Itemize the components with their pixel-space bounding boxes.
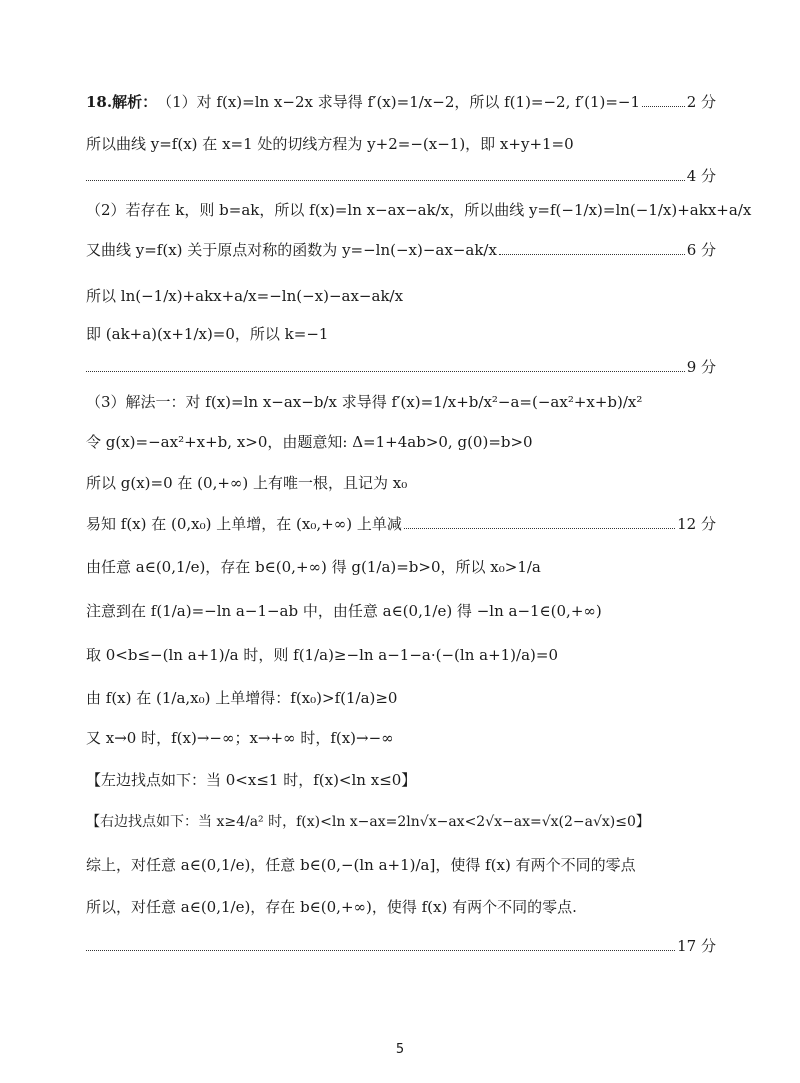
dot-leader xyxy=(499,242,685,255)
page-number: 5 xyxy=(395,1042,405,1057)
solution-line-7 xyxy=(86,324,716,344)
line-text: 注意到在 f(1/a)=−ln a−1−ab 中，由任意 a∈(0,1/e) 得 −ln a−1∈(0,+∞) xyxy=(86,602,602,620)
solution-line-12 xyxy=(86,514,716,534)
dot-leader xyxy=(404,516,675,529)
line-text: （1）对 f(x)=ln x−2x 求导得 f′(x)=1/x−2，所以 f(1)=−2, f′(1)=−1 xyxy=(157,93,641,111)
line-text: 又曲线 y=f(x) 关于原点对称的函数为 y=−ln(−x)−ax−ak/x xyxy=(86,241,497,259)
score-line-4 xyxy=(86,166,716,186)
line-text: 即 (ak+a)(x+1/x)=0，所以 k=−1 xyxy=(86,325,329,343)
score-mark: 17 分 xyxy=(677,937,716,955)
dot-leader xyxy=(86,168,685,181)
solution-line-20 xyxy=(86,855,716,875)
score-line-9 xyxy=(86,357,716,377)
solution-line-17 xyxy=(86,728,716,748)
line-text: 【右边找点如下：当 x≥4/a² 时，f(x)<ln x−ax=2ln√x−ax<2√x−ax=√x(2−a√x)≤0】 xyxy=(86,814,650,830)
line-text: （3）解法一：对 f(x)=ln x−ax−b/x 求导得 f′(x)=1/x+b/x²−a=(−ax²+x+b)/x² xyxy=(86,393,643,411)
solution-line-21 xyxy=(86,897,716,917)
line-text: （2）若存在 k，则 b=ak，所以 f(x)=ln x−ax−ak/x，所以曲线 y=f(−1/x)=ln(−1/x)+akx+a/x xyxy=(86,201,752,219)
problem-number: 18.解析： xyxy=(86,93,158,111)
score-mark: 12 分 xyxy=(677,515,716,533)
score-mark: 2 分 xyxy=(686,93,716,111)
line-text: 所以曲线 y=f(x) 在 x=1 处的切线方程为 y+2=−(x−1)，即 x+y+1=0 xyxy=(86,135,574,153)
line-text: 易知 f(x) 在 (0,x₀) 上单增，在 (x₀,+∞) 上单减 xyxy=(86,515,402,533)
line-text: 由 f(x) 在 (1/a,x₀) 上单增得：f(x₀)>f(1/a)≥0 xyxy=(86,689,398,707)
line-text: 【左边找点如下：当 0<x≤1 时，f(x)<ln x≤0】 xyxy=(86,771,417,789)
line-text: 所以，对任意 a∈(0,1/e)，存在 b∈(0,+∞)，使得 f(x) 有两个不同的零点. xyxy=(86,898,577,916)
line-text: 令 g(x)=−ax²+x+b, x>0，由题意知: Δ=1+4ab>0, g(0)=b>0 xyxy=(86,433,533,451)
solution-line-18 xyxy=(86,770,716,790)
solution-line-15 xyxy=(86,645,716,665)
dot-leader xyxy=(86,359,685,372)
line-text: 由任意 a∈(0,1/e)，存在 b∈(0,+∞) 得 g(1/a)=b>0，所以 x₀>1/a xyxy=(86,558,541,576)
solution-line-13 xyxy=(86,557,716,577)
solution-line-5 xyxy=(86,240,716,260)
solution-line-19 xyxy=(86,812,716,832)
solution-line-14 xyxy=(86,601,716,621)
line-text: 所以 g(x)=0 在 (0,+∞) 上有唯一根，且记为 x₀ xyxy=(86,474,408,492)
line-text: 所以 ln(−1/x)+akx+a/x=−ln(−x)−ax−ak/x xyxy=(86,287,404,305)
dot-leader xyxy=(86,938,675,951)
solution-line-11 xyxy=(86,473,716,493)
solution-line-9 xyxy=(86,392,716,412)
line-text: 又 x→0 时，f(x)→−∞；x→+∞ 时，f(x)→−∞ xyxy=(86,729,394,747)
score-mark: 4 分 xyxy=(686,167,716,185)
dot-leader xyxy=(642,94,685,107)
score-mark: 6 分 xyxy=(686,241,716,259)
score-mark: 9 分 xyxy=(686,358,716,376)
solution-line-1 xyxy=(86,92,716,112)
line-text: 综上，对任意 a∈(0,1/e)，任意 b∈(0,−(ln a+1)/a]，使得 f(x) 有两个不同的零点 xyxy=(86,856,636,874)
score-line-17 xyxy=(86,936,716,956)
solution-line-6 xyxy=(86,286,716,306)
solution-line-4 xyxy=(86,200,752,220)
line-text: 取 0<b≤−(ln a+1)/a 时，则 f(1/a)≥−ln a−1−a·(−(ln a+1)/a)=0 xyxy=(86,646,558,664)
solution-line-16 xyxy=(86,688,716,708)
solution-line-2 xyxy=(86,134,716,154)
solution-line-10 xyxy=(86,432,716,452)
